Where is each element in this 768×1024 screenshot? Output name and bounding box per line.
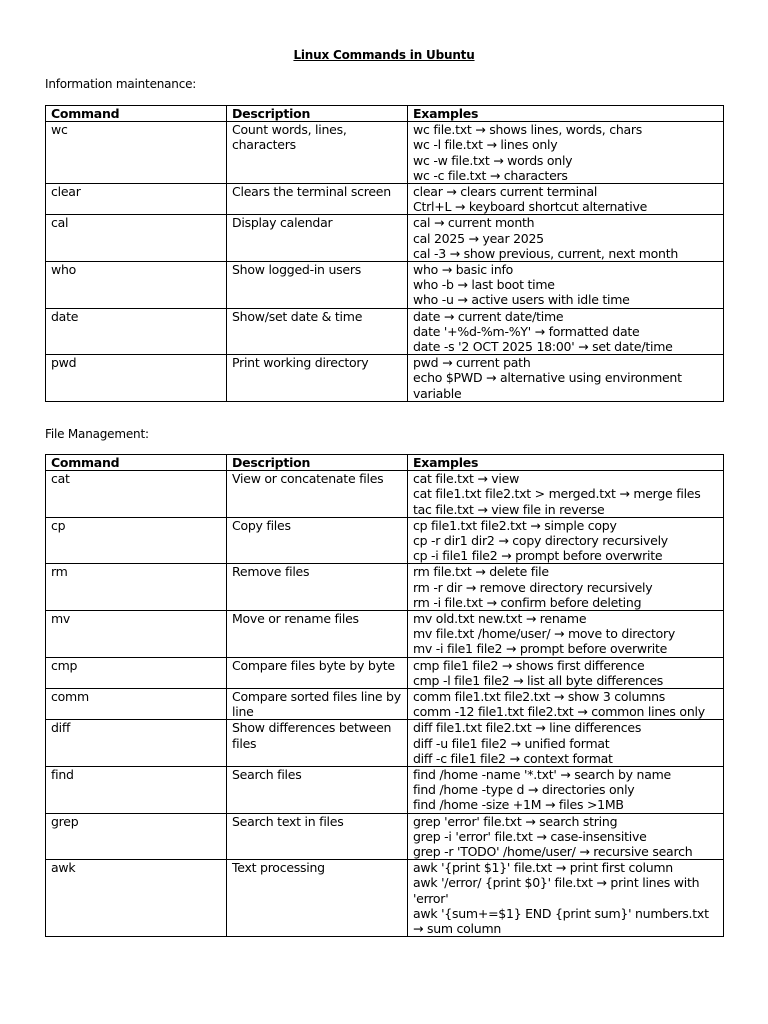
example-line: cp -i file1 file2 → prompt before overwrite [413, 548, 663, 564]
table-row [46, 611, 724, 658]
example-line: mv file.txt /home/user/ → move to directory [413, 626, 676, 642]
command-cell: who [46, 262, 227, 309]
table-row [46, 720, 724, 767]
example-line: find /home -name '*.txt' → search by name [413, 767, 671, 783]
example-line: wc -c file.txt → characters [413, 167, 568, 183]
examples-cell [408, 767, 724, 814]
command-cell: diff [46, 720, 227, 767]
description-cell: Print working directory [227, 355, 408, 402]
example-line: wc -l file.txt → lines only [413, 137, 558, 153]
table-row [46, 184, 724, 215]
description-cell: Remove files [227, 564, 408, 611]
example-line: clear → clears current terminal [413, 184, 598, 200]
examples-cell [408, 122, 724, 184]
table-row [46, 122, 724, 184]
table-header-row [46, 106, 724, 122]
examples-cell [408, 689, 724, 720]
column-header-command: Command [46, 106, 227, 122]
example-line: echo $PWD → alternative using environment variable [413, 370, 682, 401]
example-line: who -b → last boot time [413, 277, 555, 293]
column-header-examples: Examples [408, 106, 724, 122]
command-cell: cmp [46, 657, 227, 688]
table-body [46, 471, 724, 937]
command-cell: date [46, 308, 227, 355]
command-cell: find [46, 767, 227, 814]
examples-cell [408, 657, 724, 688]
table-row [46, 564, 724, 611]
description-cell: View or concatenate files [227, 471, 408, 518]
file-management-table [45, 454, 724, 937]
example-line: cal -3 → show previous, current, next month [413, 245, 679, 261]
example-line: wc file.txt → shows lines, words, chars [413, 122, 643, 138]
examples-cell [408, 262, 724, 309]
example-line: who -u → active users with idle time [413, 292, 630, 308]
description-cell: Display calendar [227, 215, 408, 262]
table-row [46, 767, 724, 814]
examples-cell [408, 355, 724, 402]
description-cell: Search files [227, 767, 408, 814]
section-heading-file-management: File Management: [45, 427, 149, 441]
table-row [46, 355, 724, 402]
examples-cell [408, 215, 724, 262]
example-line: cat file.txt → view [413, 471, 520, 487]
description-cell: Count words, lines, characters [227, 122, 408, 184]
example-line: find /home -type d → directories only [413, 782, 635, 798]
example-line: who → basic info [413, 262, 514, 278]
description-cell: Copy files [227, 517, 408, 564]
examples-cell [408, 308, 724, 355]
command-cell: cp [46, 517, 227, 564]
example-line: mv old.txt new.txt → rename [413, 611, 587, 627]
table-header-row [46, 455, 724, 471]
example-line: cp -r dir1 dir2 → copy directory recursively [413, 533, 668, 549]
description-cell: Show/set date & time [227, 308, 408, 355]
example-line: tac file.txt → view file in reverse [413, 501, 605, 517]
example-line: awk '{sum+=$1} END {print sum}' numbers.txt → sum column [413, 905, 709, 937]
examples-cell [408, 564, 724, 611]
example-line: grep -r 'TODO' /home/user/ → recursive search [413, 844, 693, 860]
examples-cell [408, 813, 724, 860]
document-title: Linux Commands in Ubuntu [293, 48, 475, 62]
table-row [46, 517, 724, 564]
column-header-description: Description [227, 455, 408, 471]
examples-cell [408, 471, 724, 518]
example-line: pwd → current path [413, 355, 531, 371]
table-row [46, 860, 724, 937]
example-line: cat file1.txt file2.txt > merged.txt → merge files [413, 486, 701, 502]
example-line: rm file.txt → delete file [413, 564, 549, 580]
description-cell: Search text in files [227, 813, 408, 860]
table-row [46, 471, 724, 518]
command-cell: comm [46, 689, 227, 720]
example-line: awk '/error/ {print $0}' file.txt → print lines with 'error' [413, 875, 700, 906]
command-cell: grep [46, 813, 227, 860]
command-cell: mv [46, 611, 227, 658]
description-cell: Compare files byte by byte [227, 657, 408, 688]
example-line: awk '{print $1}' file.txt → print first column [413, 860, 673, 876]
example-line: comm file1.txt file2.txt → show 3 columns [413, 689, 666, 705]
examples-cell [408, 517, 724, 564]
column-header-description: Description [227, 106, 408, 122]
table-row [46, 308, 724, 355]
table-row [46, 689, 724, 720]
section-heading-information-maintenance: Information maintenance: [45, 77, 197, 91]
example-line: cmp -l file1 file2 → list all byte differences [413, 672, 664, 688]
example-line: diff -u file1 file2 → unified format [413, 735, 610, 751]
example-line: Ctrl+L → keyboard shortcut alternative [413, 199, 648, 215]
column-header-command: Command [46, 455, 227, 471]
command-cell: cat [46, 471, 227, 518]
information-maintenance-table [45, 105, 724, 402]
command-cell: wc [46, 122, 227, 184]
examples-cell [408, 184, 724, 215]
description-cell: Move or rename files [227, 611, 408, 658]
example-line: date → current date/time [413, 308, 564, 324]
example-line: rm -r dir → remove directory recursively [413, 579, 653, 595]
command-cell: clear [46, 184, 227, 215]
example-line: wc -w file.txt → words only [413, 152, 573, 168]
table-row [46, 215, 724, 262]
examples-cell [408, 860, 724, 937]
example-line: date -s '2 OCT 2025 18:00' → set date/time [413, 339, 673, 355]
column-header-examples: Examples [408, 455, 724, 471]
examples-cell [408, 611, 724, 658]
table-row [46, 262, 724, 309]
description-cell: Text processing [227, 860, 408, 937]
example-line: comm -12 file1.txt file2.txt → common lines only [413, 704, 705, 720]
command-cell: pwd [46, 355, 227, 402]
table-row [46, 657, 724, 688]
example-line: grep -i 'error' file.txt → case-insensitive [413, 828, 647, 844]
command-cell: cal [46, 215, 227, 262]
description-cell: Clears the terminal screen [227, 184, 408, 215]
description-cell: Compare sorted files line by line [227, 689, 408, 720]
description-cell: Show logged-in users [227, 262, 408, 309]
table-body [46, 122, 724, 402]
command-cell: awk [46, 860, 227, 937]
example-line: cal → current month [413, 215, 535, 231]
description-cell: Show differences between files [227, 720, 408, 767]
example-line: rm -i file.txt → confirm before deleting [413, 594, 642, 610]
example-line: cal 2025 → year 2025 [413, 230, 544, 246]
example-line: find /home -size +1M → files >1MB [413, 797, 624, 813]
example-line: cmp file1 file2 → shows first difference [413, 657, 645, 673]
example-line: cp file1.txt file2.txt → simple copy [413, 517, 617, 533]
example-line: date '+%d-%m-%Y' → formatted date [413, 323, 640, 339]
command-cell: rm [46, 564, 227, 611]
table-row [46, 813, 724, 860]
example-line: diff file1.txt file2.txt → line differences [413, 720, 642, 736]
example-line: mv -i file1 file2 → prompt before overwrite [413, 641, 668, 657]
example-line: grep 'error' file.txt → search string [413, 813, 618, 829]
example-line: diff -c file1 file2 → context format [413, 750, 613, 766]
examples-cell [408, 720, 724, 767]
